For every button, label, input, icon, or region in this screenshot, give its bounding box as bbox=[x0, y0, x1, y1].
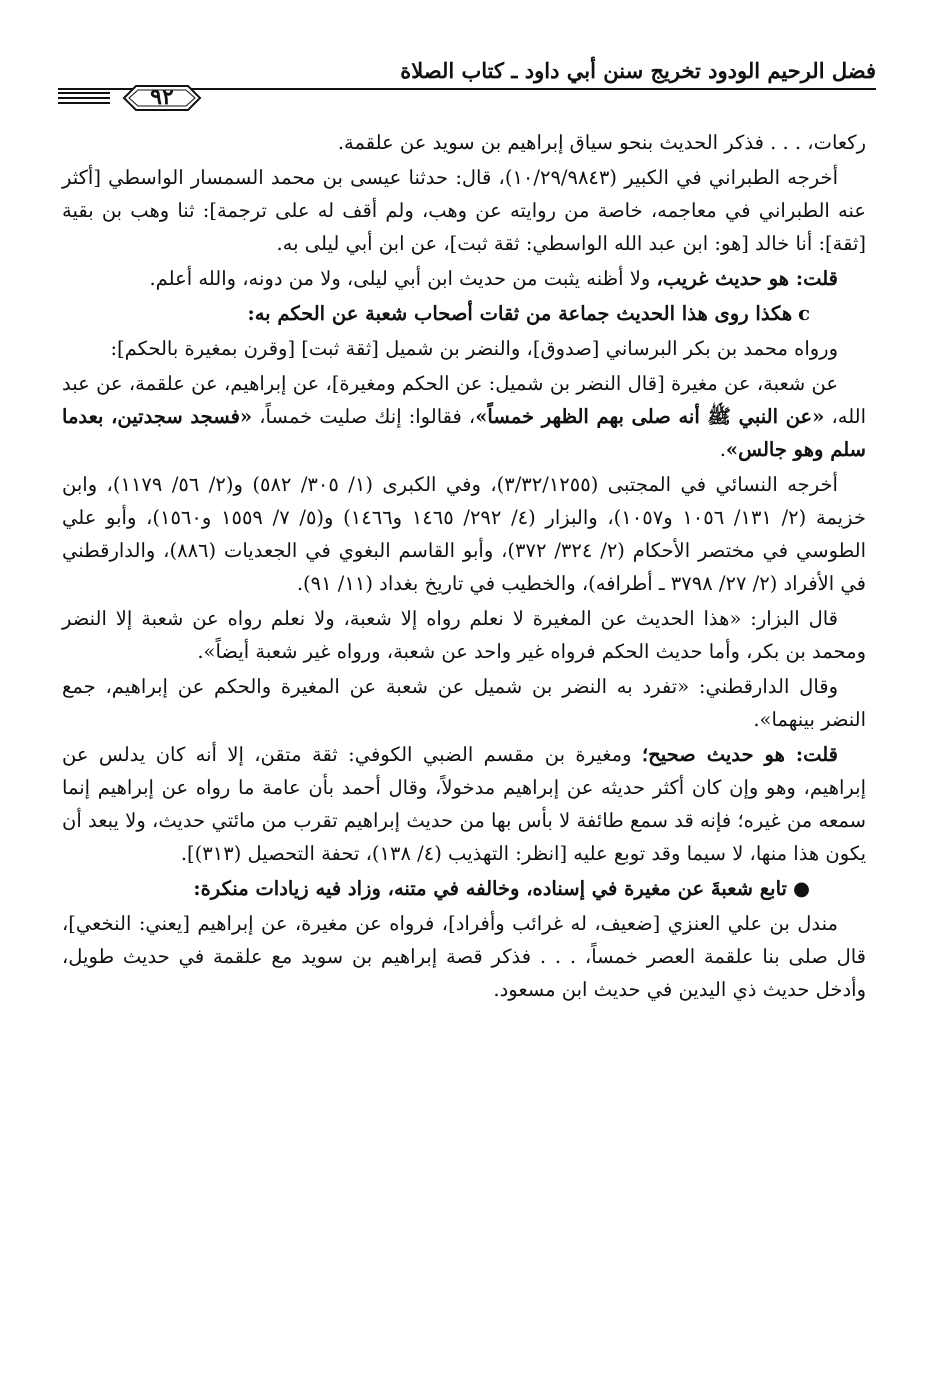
author-note-label: قلت: هو حديث صحيح؛ bbox=[641, 743, 839, 766]
paragraph bbox=[62, 262, 866, 295]
paragraph-text: ، فقالوا: إنك صليت خمساً، bbox=[252, 405, 476, 428]
page-number-frame bbox=[120, 82, 204, 114]
paragraph bbox=[62, 367, 866, 466]
header-ornament-line bbox=[58, 97, 110, 99]
paragraph bbox=[62, 738, 866, 870]
section-heading-text: هكذا روى هذا الحديث جماعة من ثقات أصحاب شعبة عن الحكم به: bbox=[247, 302, 793, 325]
paragraph: قال البزار: «هذا الحديث عن المغيرة لا نعلم رواه إلا شعبة، ولا نعلم رواه عن شعبة إلا النضر ومحمد بن بكر، وأما حديث الحكم فرواه غير واحد عن شعبة، ورواه غير شعبة أيضاً». bbox=[62, 607, 866, 663]
paragraph: مندل بن علي العنزي [ضعيف، له غرائب وأفراد]، فرواه عن مغيرة، عن إبراهيم [يعني: النخعي]، قال صلى بنا علقمة العصر خمساً، . . . فذكر قصة إبراهيم بن سويد مع علقمة في حديث طويل، وأدخل حديث ذي اليدين في حديث ابن مسعود. bbox=[62, 912, 866, 1001]
author-note-label: قلت: هو حديث غريب، bbox=[656, 267, 838, 290]
paragraph: وقال الدارقطني: «تفرد به النضر بن شميل عن شعبة عن المغيرة والحكم عن إبراهيم، جمع النضر بينهما». bbox=[62, 675, 866, 731]
page-header bbox=[58, 58, 876, 126]
paragraph: أخرجه الطبراني في الكبير (١٠/٢٩/٩٨٤٣)، قال: حدثنا عيسى بن محمد السمسار الواسطي [أكثر عنه الطبراني في معاجمه، خاصة من روايته عن وهب، ولم أقف له على ترجمة]: ثنا وهب بن بقية [ثقة]: أنا خالد [هو: ابن عبد الله الواسطي: ثقة ثبت]، عن ابن أبي ليلى به. bbox=[62, 166, 866, 255]
section-heading bbox=[62, 872, 866, 905]
paragraph: أخرجه النسائي في المجتبى (٣/٣٢/١٢٥٥)، وفي الكبرى (١/ ٣٠٥/ ٥٨٢) و(٢/ ٥٦/ ١١٧٩)، وابن خزيمة (٢/ ١٣١/ ١٠٥٦ و١٠٥٧)، والبزار (٤/ ٢٩٢/ ١٤٦٥ و١٤٦٦) و(٥/ ٧/ ١٥٥٩ و١٥٦٠)، وأبو علي الطوسي في مختصر الأحكام (٢/ ٣٢٤/ ٣٧٢)، وأبو القاسم البغوي في الجعديات (٨٨٦)، والدارقطني في الأفراد (٢/ ٢٧/ ٣٧٩٨ ـ أطرافه)، والخطيب في تاريخ بغداد (١١/ ٩١). bbox=[62, 473, 866, 595]
header-ornament-line bbox=[58, 102, 110, 104]
paragraph-text: ولا أظنه يثبت من حديث ابن أبي ليلى، ولا من دونه، والله أعلم. bbox=[149, 267, 657, 290]
paragraph: ورواه محمد بن بكر البرساني [صدوق]، والنضر بن شميل [ثقة ثبت] [وقرن بمغيرة بالحكم]: bbox=[110, 337, 838, 360]
hadith-text: «فسجد سجدتين، بعدما سلم وهو جالس» bbox=[62, 405, 866, 461]
bullet-icon: c bbox=[798, 302, 810, 325]
header-ornament-line bbox=[58, 92, 110, 94]
paragraph-text: ومغيرة بن مقسم الضبي الكوفي: ثقة متقن، إلا أنه كان يدلس عن إبراهيم، وهو وإن كان أكثر حديثه عن إبراهيم مدخولاً، وقال أحمد بأن عامة ما رواه عن إبراهيم إنما سمعه من غيره؛ فإنه قد سمع طائفة لا بأس بها من حديث إبراهيم تقرب من مائتي حديث، ولا يبعد أن يكون هذا منها، لا سيما وقد توبع عليه [انظر: التهذيب (٤/ ١٣٨)، تحفة التحصيل (٣١٣)]. bbox=[62, 743, 866, 865]
page-number: ٩٢ bbox=[150, 84, 174, 110]
running-title: فضل الرحيم الودود تخريج سنن أبي داود ـ كتاب الصلاة bbox=[400, 58, 876, 83]
bullet-icon: ● bbox=[792, 877, 810, 900]
paragraph-text: . bbox=[719, 438, 726, 461]
section-heading-text: تابع شعبةَ عن مغيرة في إسناده، وخالفه في متنه، وزاد فيه زيادات منكرة: bbox=[193, 877, 787, 900]
hadith-text: «عن النبي ﷺ أنه صلى بهم الظهر خمساً» bbox=[475, 405, 825, 428]
section-heading bbox=[62, 297, 866, 330]
paragraph: ركعات، . . . فذكر الحديث بنحو سياق إبراهيم بن سويد عن علقمة. bbox=[337, 131, 866, 154]
paragraph-text: عن شعبة، عن مغيرة [قال النضر بن شميل: عن الحكم ومغيرة]، عن إبراهيم، عن علقمة، عن عبد الله، bbox=[62, 372, 867, 428]
page-body bbox=[62, 126, 866, 1008]
